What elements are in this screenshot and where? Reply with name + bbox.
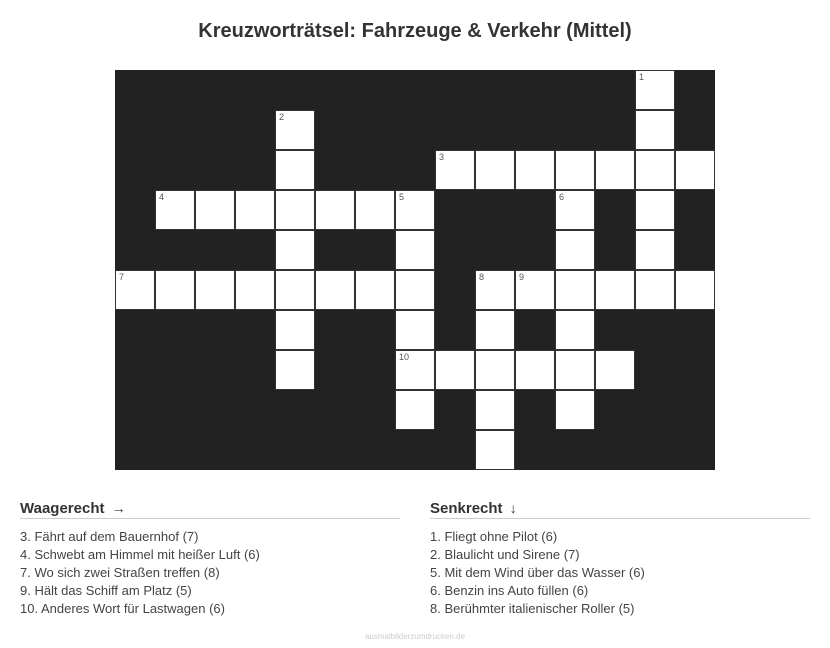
crossword-cell[interactable] <box>475 430 515 470</box>
crossword-cell[interactable] <box>635 270 675 310</box>
crossword-cell[interactable] <box>475 150 515 190</box>
crossword-cell[interactable] <box>555 350 595 390</box>
crossword-cell[interactable] <box>515 270 555 310</box>
crossword-cell[interactable] <box>675 270 715 310</box>
down-heading <box>430 500 810 519</box>
clue-number: 3 <box>439 152 445 162</box>
crossword-cell[interactable] <box>235 270 275 310</box>
crossword-cell[interactable] <box>155 270 195 310</box>
down-heading-label: Senkrecht <box>430 500 503 517</box>
crossword-cell[interactable] <box>395 310 435 350</box>
clue-number: 2 <box>279 112 285 122</box>
crossword-cell[interactable] <box>475 270 515 310</box>
down-clue: 6. Benzin ins Auto füllen (6) <box>430 583 589 598</box>
across-clue: 7. Wo sich zwei Straßen treffen (8) <box>20 565 220 580</box>
crossword-cell[interactable] <box>435 150 475 190</box>
crossword-grid <box>115 70 715 470</box>
footer-watermark: ausmalbilderzumdrucken.de <box>364 632 466 641</box>
crossword-cell[interactable] <box>635 150 675 190</box>
crossword-cell[interactable] <box>275 150 315 190</box>
crossword-cell[interactable] <box>275 110 315 150</box>
crossword-cell[interactable] <box>595 270 635 310</box>
across-clue: 4. Schwebt am Himmel mit heißer Luft (6) <box>20 547 260 562</box>
crossword-cell[interactable] <box>195 270 235 310</box>
crossword-cell[interactable] <box>475 350 515 390</box>
crossword-cell[interactable] <box>355 190 395 230</box>
crossword-cell[interactable] <box>555 270 595 310</box>
crossword-cell[interactable] <box>595 150 635 190</box>
crossword-cell[interactable] <box>275 350 315 390</box>
clue-number: 7 <box>119 272 125 282</box>
crossword-cell[interactable] <box>595 350 635 390</box>
crossword-cell[interactable] <box>395 190 435 230</box>
crossword-cell[interactable] <box>555 390 595 430</box>
crossword-cell[interactable] <box>275 190 315 230</box>
clue-number: 5 <box>399 192 405 202</box>
across-clue: 3. Fährt auf dem Bauernhof (7) <box>20 529 199 544</box>
page-title: Kreuzworträtsel: Fahrzeuge & Verkehr (Mittel) <box>198 20 632 42</box>
crossword-cell[interactable] <box>315 190 355 230</box>
across-clue: 9. Hält das Schiff am Platz (5) <box>20 583 192 598</box>
crossword-cell[interactable] <box>275 310 315 350</box>
across-clues <box>20 500 400 618</box>
crossword-cell[interactable] <box>515 350 555 390</box>
crossword-cell[interactable] <box>555 190 595 230</box>
crossword-cell[interactable] <box>555 150 595 190</box>
clue-number: 1 <box>639 72 645 82</box>
clue-number: 8 <box>479 272 485 282</box>
crossword-cell[interactable] <box>395 350 435 390</box>
clue-number: 10 <box>399 352 410 362</box>
crossword-cell[interactable] <box>515 150 555 190</box>
crossword-cell[interactable] <box>635 70 675 110</box>
down-clue: 2. Blaulicht und Sirene (7) <box>430 547 580 562</box>
crossword-cell[interactable] <box>555 310 595 350</box>
crossword-cell[interactable] <box>275 230 315 270</box>
crossword-cell[interactable] <box>275 270 315 310</box>
down-clues <box>430 500 810 618</box>
crossword-cell[interactable] <box>475 390 515 430</box>
crossword-cell[interactable] <box>395 390 435 430</box>
down-arrow-icon: ↓ <box>509 500 517 516</box>
right-arrow-icon: → <box>111 500 126 516</box>
crossword-cell[interactable] <box>395 270 435 310</box>
down-clue: 8. Berühmter italienischer Roller (5) <box>430 601 635 616</box>
across-heading-label: Waagerecht <box>20 500 105 517</box>
crossword-cell[interactable] <box>675 150 715 190</box>
crossword-cell[interactable] <box>155 190 195 230</box>
crossword-cell[interactable] <box>635 110 675 150</box>
crossword-cell[interactable] <box>555 230 595 270</box>
down-clue: 1. Fliegt ohne Pilot (6) <box>430 529 558 544</box>
crossword-cell[interactable] <box>475 310 515 350</box>
across-heading <box>20 500 400 519</box>
crossword-cell[interactable] <box>235 190 275 230</box>
crossword-cell[interactable] <box>195 190 235 230</box>
crossword-cell[interactable] <box>315 270 355 310</box>
crossword-cell[interactable] <box>435 350 475 390</box>
crossword-cell[interactable] <box>635 190 675 230</box>
crossword-cell[interactable] <box>115 270 155 310</box>
down-clue: 5. Mit dem Wind über das Wasser (6) <box>430 565 645 580</box>
crossword-cell[interactable] <box>355 270 395 310</box>
clue-number: 4 <box>159 192 165 202</box>
crossword-cell[interactable] <box>395 230 435 270</box>
clue-number: 9 <box>519 272 525 282</box>
clue-number: 6 <box>559 192 565 202</box>
across-clue: 10. Anderes Wort für Lastwagen (6) <box>20 601 225 616</box>
crossword-cell[interactable] <box>635 230 675 270</box>
